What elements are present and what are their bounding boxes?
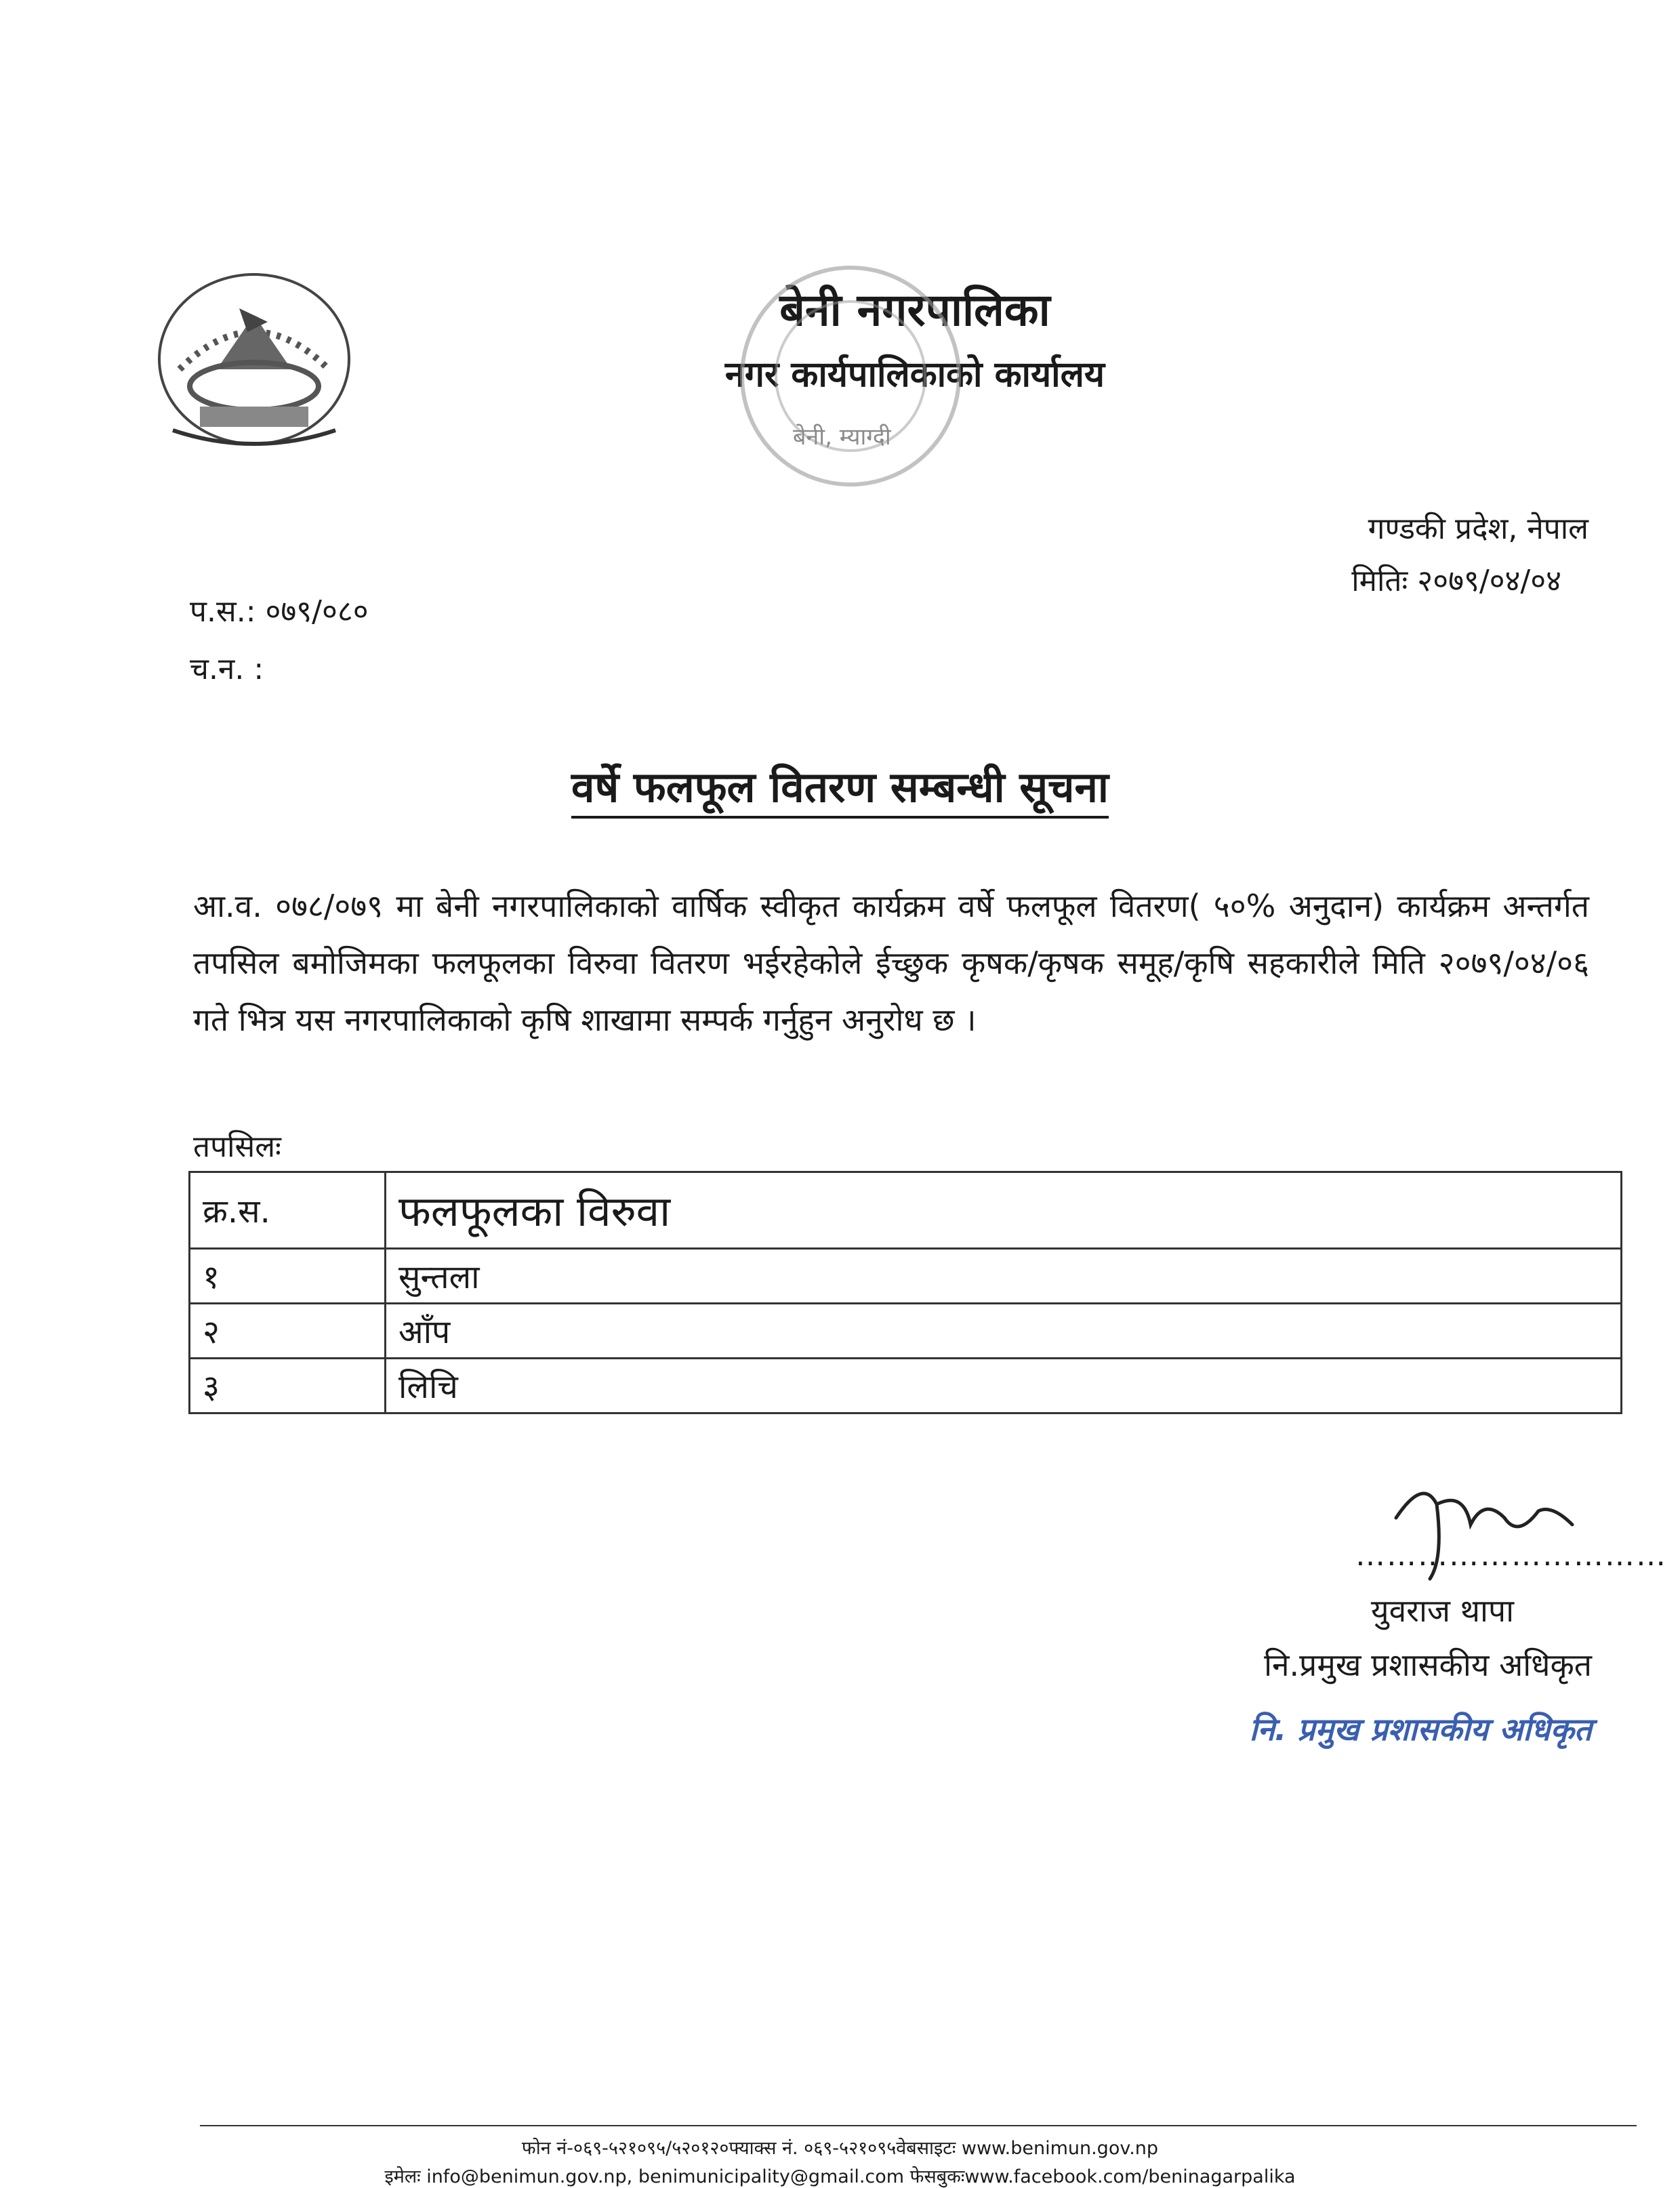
signer-name: युवराज थापा bbox=[1370, 1592, 1514, 1629]
signer-title-stamp: नि. प्रमुख प्रशासकीय अधिकृत bbox=[1249, 1711, 1592, 1748]
table-cell-sapling: सुन्तला bbox=[386, 1249, 1622, 1304]
table-cell-serial: ३ bbox=[190, 1359, 386, 1413]
table-cell-sapling: आँप bbox=[386, 1304, 1622, 1359]
notice-title-text: वर्षे फलफूल वितरण सम्बन्धी सूचना bbox=[571, 762, 1109, 819]
signature-line: ………………………… bbox=[1355, 1538, 1667, 1573]
table-row bbox=[190, 1359, 1622, 1413]
table-cell-sapling: लिचि bbox=[386, 1359, 1622, 1413]
footer-email-line: इमेलः info@benimun.gov.np, benimunicipality@gmail.com फेसबुकःwww.facebook.com/beninagarpalika bbox=[384, 2166, 1296, 2187]
table-cell-serial: १ bbox=[190, 1249, 386, 1304]
notice-body: आ.व. ०७८/०७९ मा बेनी नगरपालिकाको वार्षिक स्वीकृत कार्यक्रम वर्षे फलफूल वितरण( ५०% अनुदान) कार्यक्रम अन्तर्गत तपसिल बमोजिमका फलफूलका विरुवा वितरण भईरहेकोले ईच्छुक कृषक/कृषक समूह/कृषि सहकारीले मिति २०७९/०४/०६ गते भित्र यस नगरपालिकाको कृषि शाखामा सम्पर्क गर्नुहुन अनुरोध छ । bbox=[193, 888, 1589, 1038]
signer-title: नि.प्रमुख प्रशासकीय अधिकृत bbox=[1264, 1647, 1592, 1683]
dispatch-number: च.न. : bbox=[190, 652, 264, 686]
date-line: मितिः २०७९/०४/०४ bbox=[1351, 564, 1561, 598]
province-line: गण्डकी प्रदेश, नेपाल bbox=[1368, 512, 1589, 546]
reference-number: प.स.: ०७९/०८० bbox=[190, 594, 369, 629]
table-cell-serial: २ bbox=[190, 1304, 386, 1359]
nepal-emblem-icon bbox=[152, 268, 356, 451]
sapling-table bbox=[188, 1171, 1622, 1414]
table-header-row bbox=[190, 1172, 1622, 1249]
table-row bbox=[190, 1304, 1622, 1359]
column-header-sapling: फलफूलका विरुवा bbox=[386, 1172, 1622, 1249]
office-name: नगर कार्यपालिकाको कार्यालय bbox=[724, 354, 1105, 395]
office-seal-icon bbox=[729, 244, 972, 508]
notice-title bbox=[0, 758, 1680, 814]
footer-divider bbox=[200, 2125, 1637, 2126]
column-header-serial: क्र.स. bbox=[190, 1172, 386, 1249]
footer-contact-line: फोन नं-०६९-५२१०९५/५२०१२०फ्याक्स नं. ०६९-५२१०९५वेबसाइटः www.benimun.gov.np bbox=[521, 2138, 1159, 2159]
details-label: तपसिलः bbox=[193, 1130, 281, 1164]
table-row bbox=[190, 1249, 1622, 1304]
seal-text: बेनी, म्याग्दी bbox=[793, 424, 891, 451]
organization-name: बेनी नगरपालिका bbox=[779, 284, 1050, 336]
